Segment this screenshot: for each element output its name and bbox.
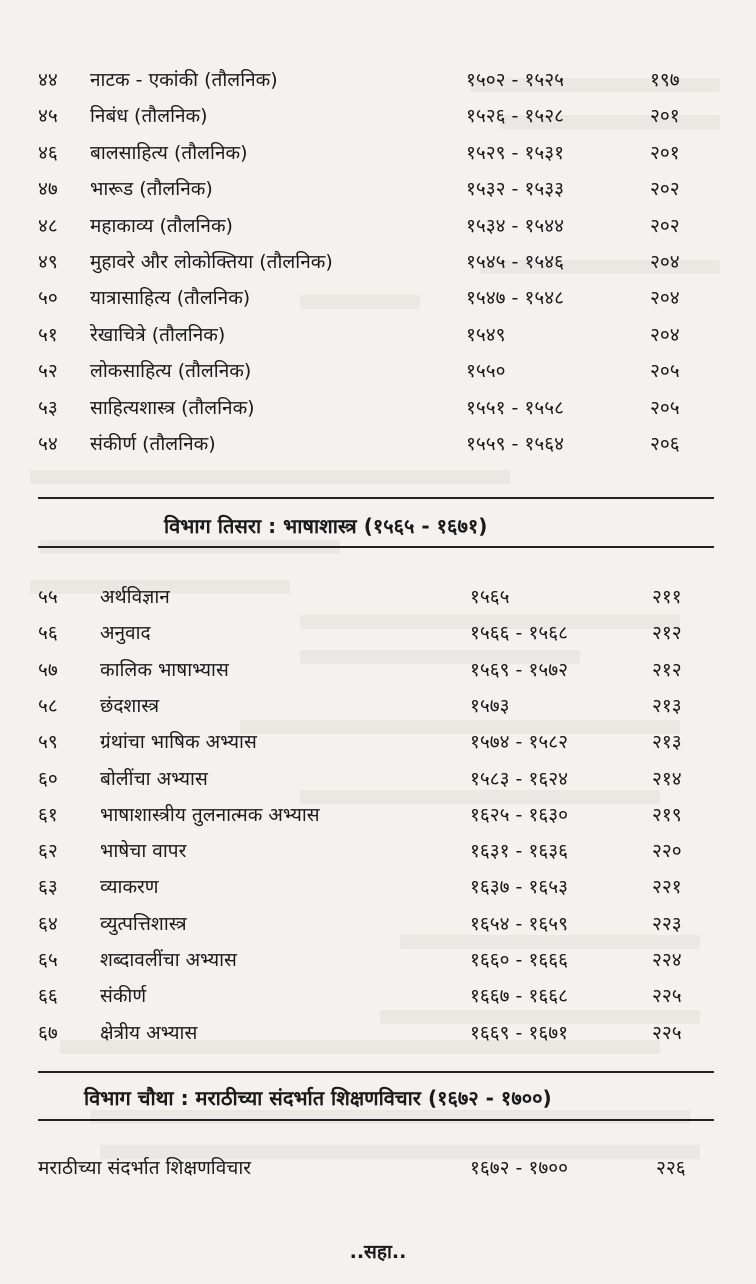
divider-bottom-section3: [38, 1119, 714, 1121]
section2-heading: विभाग तिसरा : भाषाशास्त्र (१५६५ - १६७१): [164, 514, 488, 538]
entry-range: १५५९ - १५६४: [466, 433, 564, 455]
entry-title: अर्थविज्ञान: [100, 586, 170, 608]
entry-title: बोलींचा अभ्यास: [100, 767, 208, 790]
entry-title: महाकाव्य (तौलनिक): [90, 214, 233, 237]
entry-number: ५२: [38, 360, 58, 383]
entry-title: रेखाचित्रे (तौलनिक): [90, 323, 226, 346]
toc-entry: [38, 724, 718, 760]
entry-page: १९७: [650, 69, 680, 91]
entry-number: ५०: [38, 287, 58, 310]
entry-title: ग्रंथांचा भाषिक अभ्यास: [100, 731, 257, 754]
toc-entry: [38, 833, 718, 869]
entry-page: २२५: [652, 1021, 682, 1044]
toc-entry: [38, 208, 718, 244]
entry-range: १५४७ - १५४८: [466, 287, 564, 310]
entry-range: १५०२ - १५२५: [466, 69, 564, 91]
entry-page: २२३: [652, 912, 682, 935]
entry-number: ६२: [38, 840, 58, 863]
entry-title: कालिक भाषाभ्यास: [100, 658, 229, 681]
entry-number: ६४: [38, 912, 58, 935]
toc-entry: [38, 615, 718, 651]
entry-number: ५६: [38, 622, 58, 645]
entry-range: १६७२ - १७००: [470, 1157, 568, 1179]
toc-entry: [38, 652, 718, 688]
entry-number: ४७: [38, 178, 58, 201]
entry-page: २१२: [652, 622, 682, 645]
entry-number: ६६: [38, 985, 58, 1008]
entry-range: १५६९ - १५७२: [470, 658, 568, 681]
entry-number: ६३: [38, 876, 58, 899]
entry-title: व्युत्पत्तिशास्त्र: [100, 912, 187, 935]
toc-entry: [38, 280, 718, 316]
entry-range: १५२६ - १५२८: [466, 105, 564, 128]
entry-title: संकीर्ण (तौलनिक): [90, 433, 216, 455]
entry-page: २१२: [652, 658, 682, 681]
divider-top-section2: [38, 497, 714, 499]
entry-range: १५४५ - १५४६: [466, 251, 564, 273]
entry-range: १५४९: [466, 323, 506, 346]
toc-entry: [38, 1150, 718, 1186]
entry-number: ४६: [38, 141, 58, 164]
toc-entry: [38, 906, 718, 942]
entry-range: १५६५: [470, 586, 510, 608]
toc-entry: [38, 135, 718, 171]
entry-range: १६३१ - १६३६: [470, 840, 568, 863]
toc-entry: [38, 942, 718, 978]
entry-number: ४८: [38, 214, 58, 237]
entry-title: मराठीच्या संदर्भात शिक्षणविचार: [38, 1157, 252, 1179]
entry-range: १६६७ - १६६८: [470, 985, 568, 1008]
entry-number: ५८: [38, 694, 58, 717]
entry-range: १५७४ - १५८२: [470, 731, 568, 754]
entry-title: भारूड (तौलनिक): [90, 178, 213, 201]
entry-page: २२६: [656, 1157, 686, 1179]
entry-page: २२०: [652, 840, 682, 863]
entry-number: ५४: [38, 433, 58, 455]
entry-range: १५६६ - १५६८: [470, 622, 568, 645]
entry-page: २०२: [650, 178, 680, 201]
entry-range: १६६९ - १६७१: [470, 1021, 568, 1044]
toc-entry: [38, 171, 718, 207]
entry-number: ५५: [38, 586, 58, 608]
entry-page: २२१: [652, 876, 682, 899]
entry-page: २१३: [652, 694, 682, 717]
entry-title: क्षेत्रीय अभ्यास: [100, 1021, 198, 1044]
entry-range: १५५०: [466, 360, 506, 383]
toc-entry: [38, 1015, 718, 1051]
entry-title: यात्रासाहित्य (तौलनिक): [90, 287, 251, 310]
entry-number: ४९: [38, 251, 58, 273]
entry-title: छंदशास्त्र: [100, 694, 160, 717]
toc-entry: [38, 579, 718, 615]
entry-title: लोकसाहित्य (तौलनिक): [90, 360, 252, 383]
entry-number: ६७: [38, 1021, 58, 1044]
entry-page: २०४: [650, 323, 680, 346]
entry-title: भाषेचा वापर: [100, 840, 187, 863]
toc-entry: [38, 244, 718, 280]
entry-range: १५२९ - १५३१: [466, 141, 564, 164]
entry-page: २०४: [650, 287, 680, 310]
entry-title: साहित्यशास्त्र (तौलनिक): [90, 396, 255, 419]
entry-range: १५७३: [470, 694, 510, 717]
entry-page: २०५: [650, 396, 680, 419]
entry-range: १६५४ - १६५९: [470, 912, 568, 935]
entry-number: ५१: [38, 323, 58, 346]
entry-range: १६६० - १६६६: [470, 949, 568, 971]
entry-page: २०१: [650, 141, 680, 164]
entry-range: १५८३ - १६२४: [470, 767, 568, 790]
section3-heading: विभाग चौथा : मराठीच्या संदर्भात शिक्षणविचार (१६७२ - १७००): [84, 1086, 552, 1110]
toc-entry: [38, 797, 718, 833]
entry-number: ६०: [38, 767, 58, 790]
entry-range: १५५१ - १५५८: [466, 396, 564, 419]
entry-number: ४५: [38, 105, 58, 128]
toc-entry: [38, 761, 718, 797]
entry-number: ६१: [38, 803, 58, 826]
entry-title: संकीर्ण: [100, 985, 147, 1008]
divider-bottom-section2: [38, 546, 714, 548]
toc-entry: [38, 98, 718, 134]
toc-entry: [38, 62, 718, 98]
entry-title: नाटक - एकांकी (तौलनिक): [90, 69, 278, 91]
entry-number: ६५: [38, 949, 58, 971]
entry-title: मुहावरे और लोकोक्तिया (तौलनिक): [90, 251, 333, 273]
page-number-footer: ..सहा..: [349, 1241, 407, 1263]
entry-title: व्याकरण: [100, 876, 159, 899]
entry-title: निबंध (तौलनिक): [90, 105, 208, 128]
divider-top-section3: [38, 1071, 714, 1073]
entry-number: ५३: [38, 396, 58, 419]
entry-page: २०५: [650, 360, 680, 383]
entry-page: २०६: [650, 433, 680, 455]
entry-range: १६२५ - १६३०: [470, 803, 568, 826]
entry-page: २१३: [652, 731, 682, 754]
entry-title: अनुवाद: [100, 622, 151, 645]
entry-title: भाषाशास्त्रीय तुलनात्मक अभ्यास: [100, 803, 320, 826]
entry-range: १५३२ - १५३३: [466, 178, 564, 201]
toc-entry: [38, 869, 718, 905]
entry-page: २१९: [652, 803, 682, 826]
toc-entry: [38, 688, 718, 724]
toc-entry: [38, 978, 718, 1014]
entry-page: २०४: [650, 251, 680, 273]
entry-number: ५९: [38, 731, 58, 754]
toc-entry: [38, 317, 718, 353]
entry-title: बालसाहित्य (तौलनिक): [90, 141, 248, 164]
entry-page: २२४: [652, 949, 682, 971]
entry-number: ५७: [38, 658, 58, 681]
toc-entry: [38, 426, 718, 462]
entry-page: २०१: [650, 105, 680, 128]
entry-range: १६३७ - १६५३: [470, 876, 568, 899]
entry-title: शब्दावलींचा अभ्यास: [100, 949, 237, 971]
entry-page: २०२: [650, 214, 680, 237]
toc-entry: [38, 353, 718, 389]
entry-range: १५३४ - १५४४: [466, 214, 564, 237]
toc-entry: [38, 390, 718, 426]
entry-page: २२५: [652, 985, 682, 1008]
entry-number: ४४: [38, 69, 58, 91]
entry-page: २११: [652, 586, 682, 608]
entry-page: २१४: [652, 767, 682, 790]
